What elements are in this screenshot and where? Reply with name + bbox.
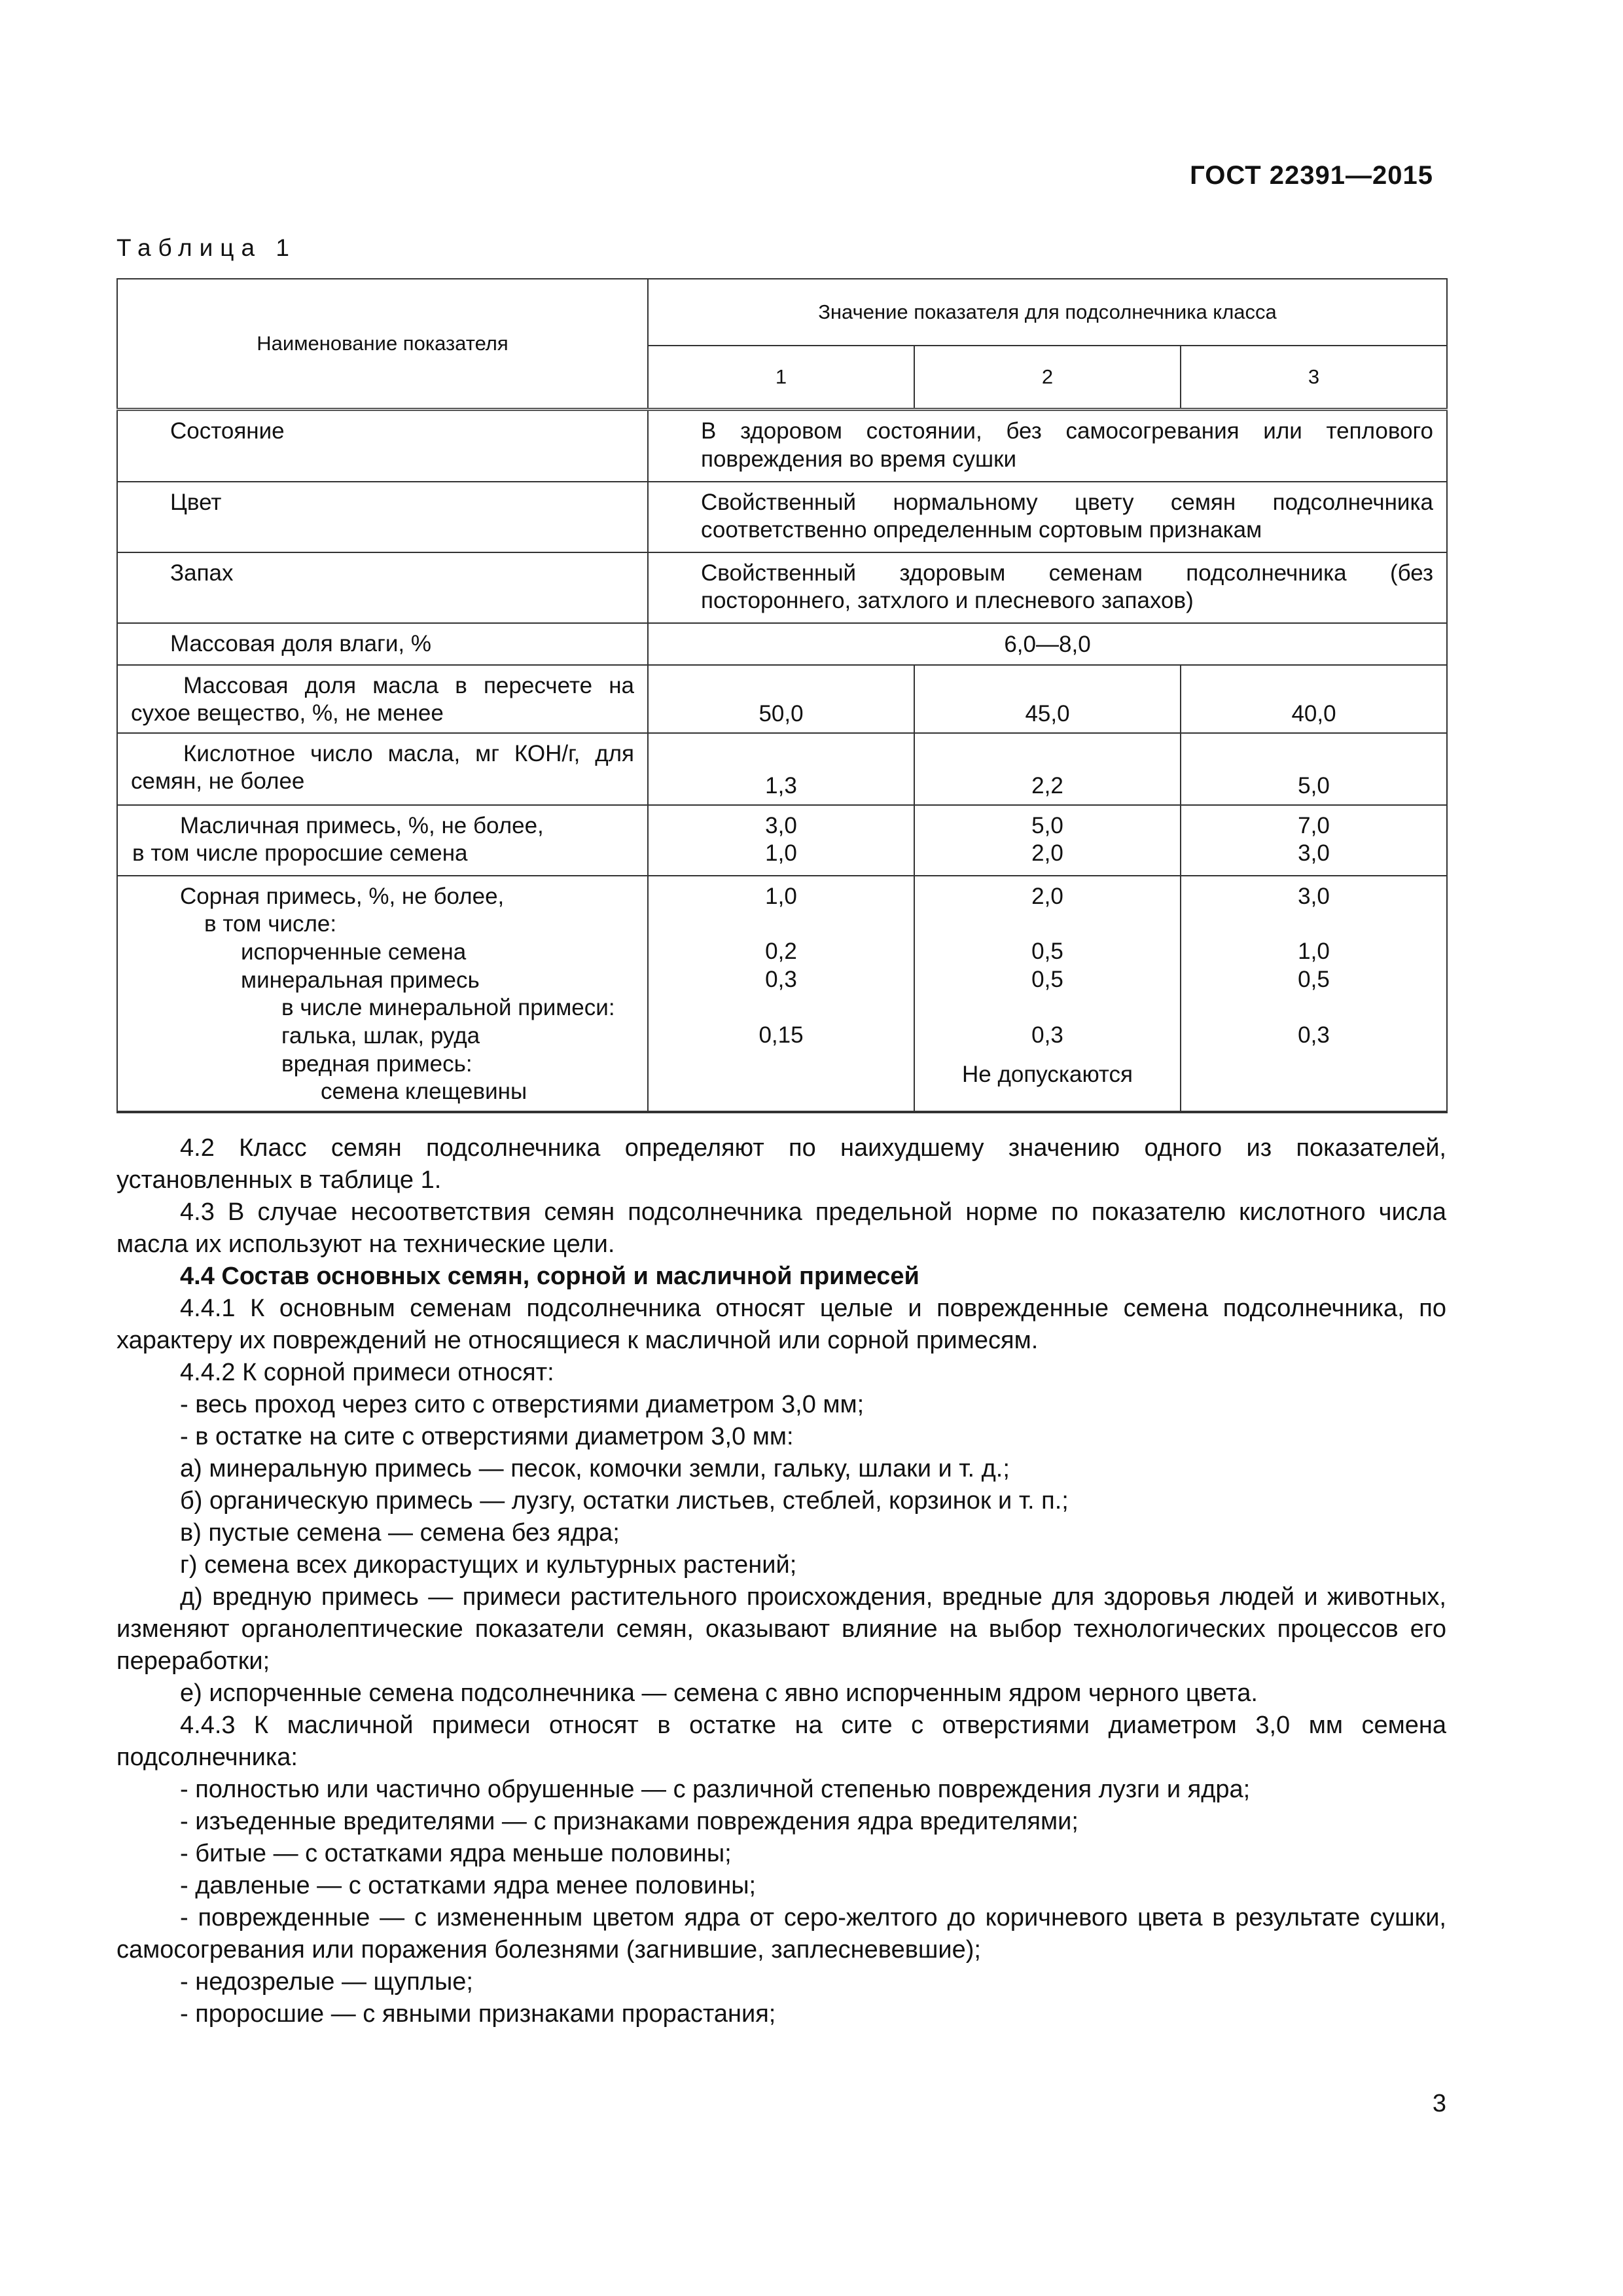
row-name-line: вредная примесь: — [281, 1050, 473, 1077]
row-name-line: в числе минеральной примеси: — [281, 995, 615, 1021]
cell-value — [914, 876, 1181, 1111]
paragraph: 4.4.3 К масличной примеси относят в остатке на сите с отверстиями диаметром 3,0 мм семена подсолнечника: — [116, 1712, 1446, 1771]
value-line: 1,0 — [1298, 939, 1330, 965]
value-line: 1,0 — [765, 840, 797, 867]
row-name: Запах — [117, 552, 648, 623]
value-line: 0,3 — [1031, 1022, 1063, 1048]
table-row — [117, 623, 1447, 665]
row-name: Состояние — [117, 410, 648, 482]
row-name-line: в том числе проросшие семена — [132, 840, 468, 867]
section-heading: 4.4 Состав основных семян, сорной и масличной примесей — [180, 1263, 919, 1290]
value-line: 5,0 — [1031, 812, 1063, 838]
list-item: д) вредную примесь — примеси растительного происхождения, вредные для здоровья людей и животных, изменяют органолептические показатели семян, оказывают влияние на выбор технологических процессов его переработки; — [116, 1583, 1446, 1675]
row-name-line: испорченные семена — [241, 939, 467, 965]
value-line: 0,5 — [1298, 966, 1330, 992]
class-header: 3 — [1181, 346, 1447, 410]
table-row — [117, 733, 1447, 805]
list-item: - поврежденные — с измененным цветом ядра от серо-желтого до коричневого цвета в результате сушки, самосогревания или поражения болезнями (загнившие, заплесневевшие); — [116, 1904, 1446, 1964]
value-line: 2,0 — [1031, 840, 1063, 867]
column-header-name: Наименование показателя — [117, 279, 648, 410]
table-row — [117, 410, 1447, 482]
value-line: 0,15 — [758, 1022, 804, 1048]
cell-value — [1181, 805, 1447, 876]
class-header: 2 — [914, 346, 1181, 410]
row-value: В здоровом состоянии, без самосогревания или теплового повреждения во время сушки — [648, 410, 1447, 482]
row-name-line: галька, шлак, руда — [281, 1022, 480, 1049]
list-item: - весь проход через сито с отверстиями диаметром 3,0 мм; — [180, 1391, 865, 1418]
list-item: - давленые — с остатками ядра менее половины; — [180, 1872, 757, 1899]
table-row — [117, 482, 1447, 552]
value-line: 3,0 — [1298, 840, 1330, 867]
row-name — [117, 876, 648, 1111]
row-value: 6,0—8,0 — [648, 623, 1447, 665]
row-name-line: Сорная примесь, %, не более, — [180, 883, 505, 909]
list-item: - полностью или частично обрушенные — с различной степенью повреждения лузги и ядра; — [180, 1776, 1251, 1803]
list-item: б) органическую примесь — лузгу, остатки листьев, стеблей, корзинок и т. п.; — [180, 1487, 1069, 1515]
value-line: 0,5 — [1031, 939, 1063, 965]
row-name-line: в том числе: — [204, 911, 337, 937]
column-group-header-values: Значение показателя для подсолнечника класса — [648, 279, 1447, 346]
list-item: - недозрелые — щуплые; — [180, 1968, 473, 1996]
class-header: 1 — [648, 346, 914, 410]
list-item: е) испорченные семена подсолнечника — семена с явно испорченным ядром черного цвета. — [180, 1679, 1258, 1707]
table-row — [117, 876, 1447, 1111]
list-item: - изъеденные вредителями — с признаками повреждения ядра вредителями; — [180, 1808, 1079, 1835]
list-item: в) пустые семена — семена без ядра; — [180, 1519, 620, 1547]
cell-value — [648, 876, 914, 1111]
body-text — [116, 1132, 1446, 2030]
castor-value: Не допускаются — [961, 1062, 1133, 1088]
value-line: 7,0 — [1298, 812, 1330, 838]
page-number: 3 — [1432, 2090, 1446, 2117]
cell-value — [1181, 876, 1447, 1111]
value-line: 2,0 — [1031, 883, 1063, 909]
row-name-line: минеральная примесь — [241, 967, 480, 993]
table-row — [117, 552, 1447, 623]
cell-value: 45,0 — [914, 665, 1181, 733]
paragraph: 4.4.2 К сорной примеси относят: — [180, 1359, 554, 1386]
paragraph: 4.4.1 К основным семенам подсолнечника относят целые и поврежденные семена подсолнечника, по характеру их повреждений не относящиеся к масличной или сорной примесям. — [116, 1295, 1446, 1354]
cell-value: 5,0 — [1181, 733, 1447, 805]
cell-value: 2,2 — [914, 733, 1181, 805]
table-caption: Таблица 1 — [116, 234, 296, 261]
table-row — [117, 805, 1447, 876]
row-value: Свойственный здоровым семенам подсолнечника (без постороннего, затхлого и плесневого запахов) — [648, 552, 1447, 623]
cell-value — [914, 805, 1181, 876]
row-name: Цвет — [117, 482, 648, 552]
list-item: г) семена всех дикорастущих и культурных растений; — [180, 1551, 797, 1579]
value-line: 0,2 — [765, 939, 797, 965]
row-name-line: семена клещевины — [321, 1079, 527, 1105]
list-item: - проросшие — с явными признаками прорастания; — [180, 2000, 776, 2028]
list-item: а) минеральную примесь — песок, комочки земли, гальку, шлаки и т. д.; — [180, 1455, 1010, 1482]
list-item: - в остатке на сите с отверстиями диаметром 3,0 мм: — [180, 1423, 794, 1450]
row-name — [117, 805, 648, 876]
paragraph: 4.2 Класс семян подсолнечника определяют по наихудшему значению одного из показателей, установленных в таблице 1. — [116, 1134, 1446, 1194]
cell-value: 1,3 — [648, 733, 914, 805]
value-line: 0,3 — [1298, 1022, 1330, 1048]
cell-value: 50,0 — [648, 665, 914, 733]
row-name: Кислотное число масла, мг КОН/г, для семян, не более — [117, 733, 648, 805]
list-item: - битые — с остатками ядра меньше половины; — [180, 1840, 732, 1867]
row-value: Свойственный нормальному цвету семян подсолнечника соответственно определенным сортовым признакам — [648, 482, 1447, 552]
value-line: 3,0 — [765, 812, 797, 838]
row-name-line: Масличная примесь, %, не более, — [180, 812, 544, 838]
row-name: Массовая доля масла в пересчете на сухое вещество, %, не менее — [117, 665, 648, 733]
value-line: 0,3 — [765, 966, 797, 992]
value-line: 1,0 — [765, 883, 797, 909]
row-name: Массовая доля влаги, % — [117, 623, 648, 665]
table-row — [117, 665, 1447, 733]
paragraph: 4.3 В случае несоответствия семян подсолнечника предельной норме по показателю кислотного числа масла их используют на технические цели. — [116, 1198, 1446, 1258]
value-line: 0,5 — [1031, 966, 1063, 992]
cell-value: 40,0 — [1181, 665, 1447, 733]
cell-value — [648, 805, 914, 876]
indicators-table — [116, 278, 1446, 1113]
value-line: 3,0 — [1298, 883, 1330, 909]
document-code: ГОСТ 22391—2015 — [1190, 161, 1433, 190]
